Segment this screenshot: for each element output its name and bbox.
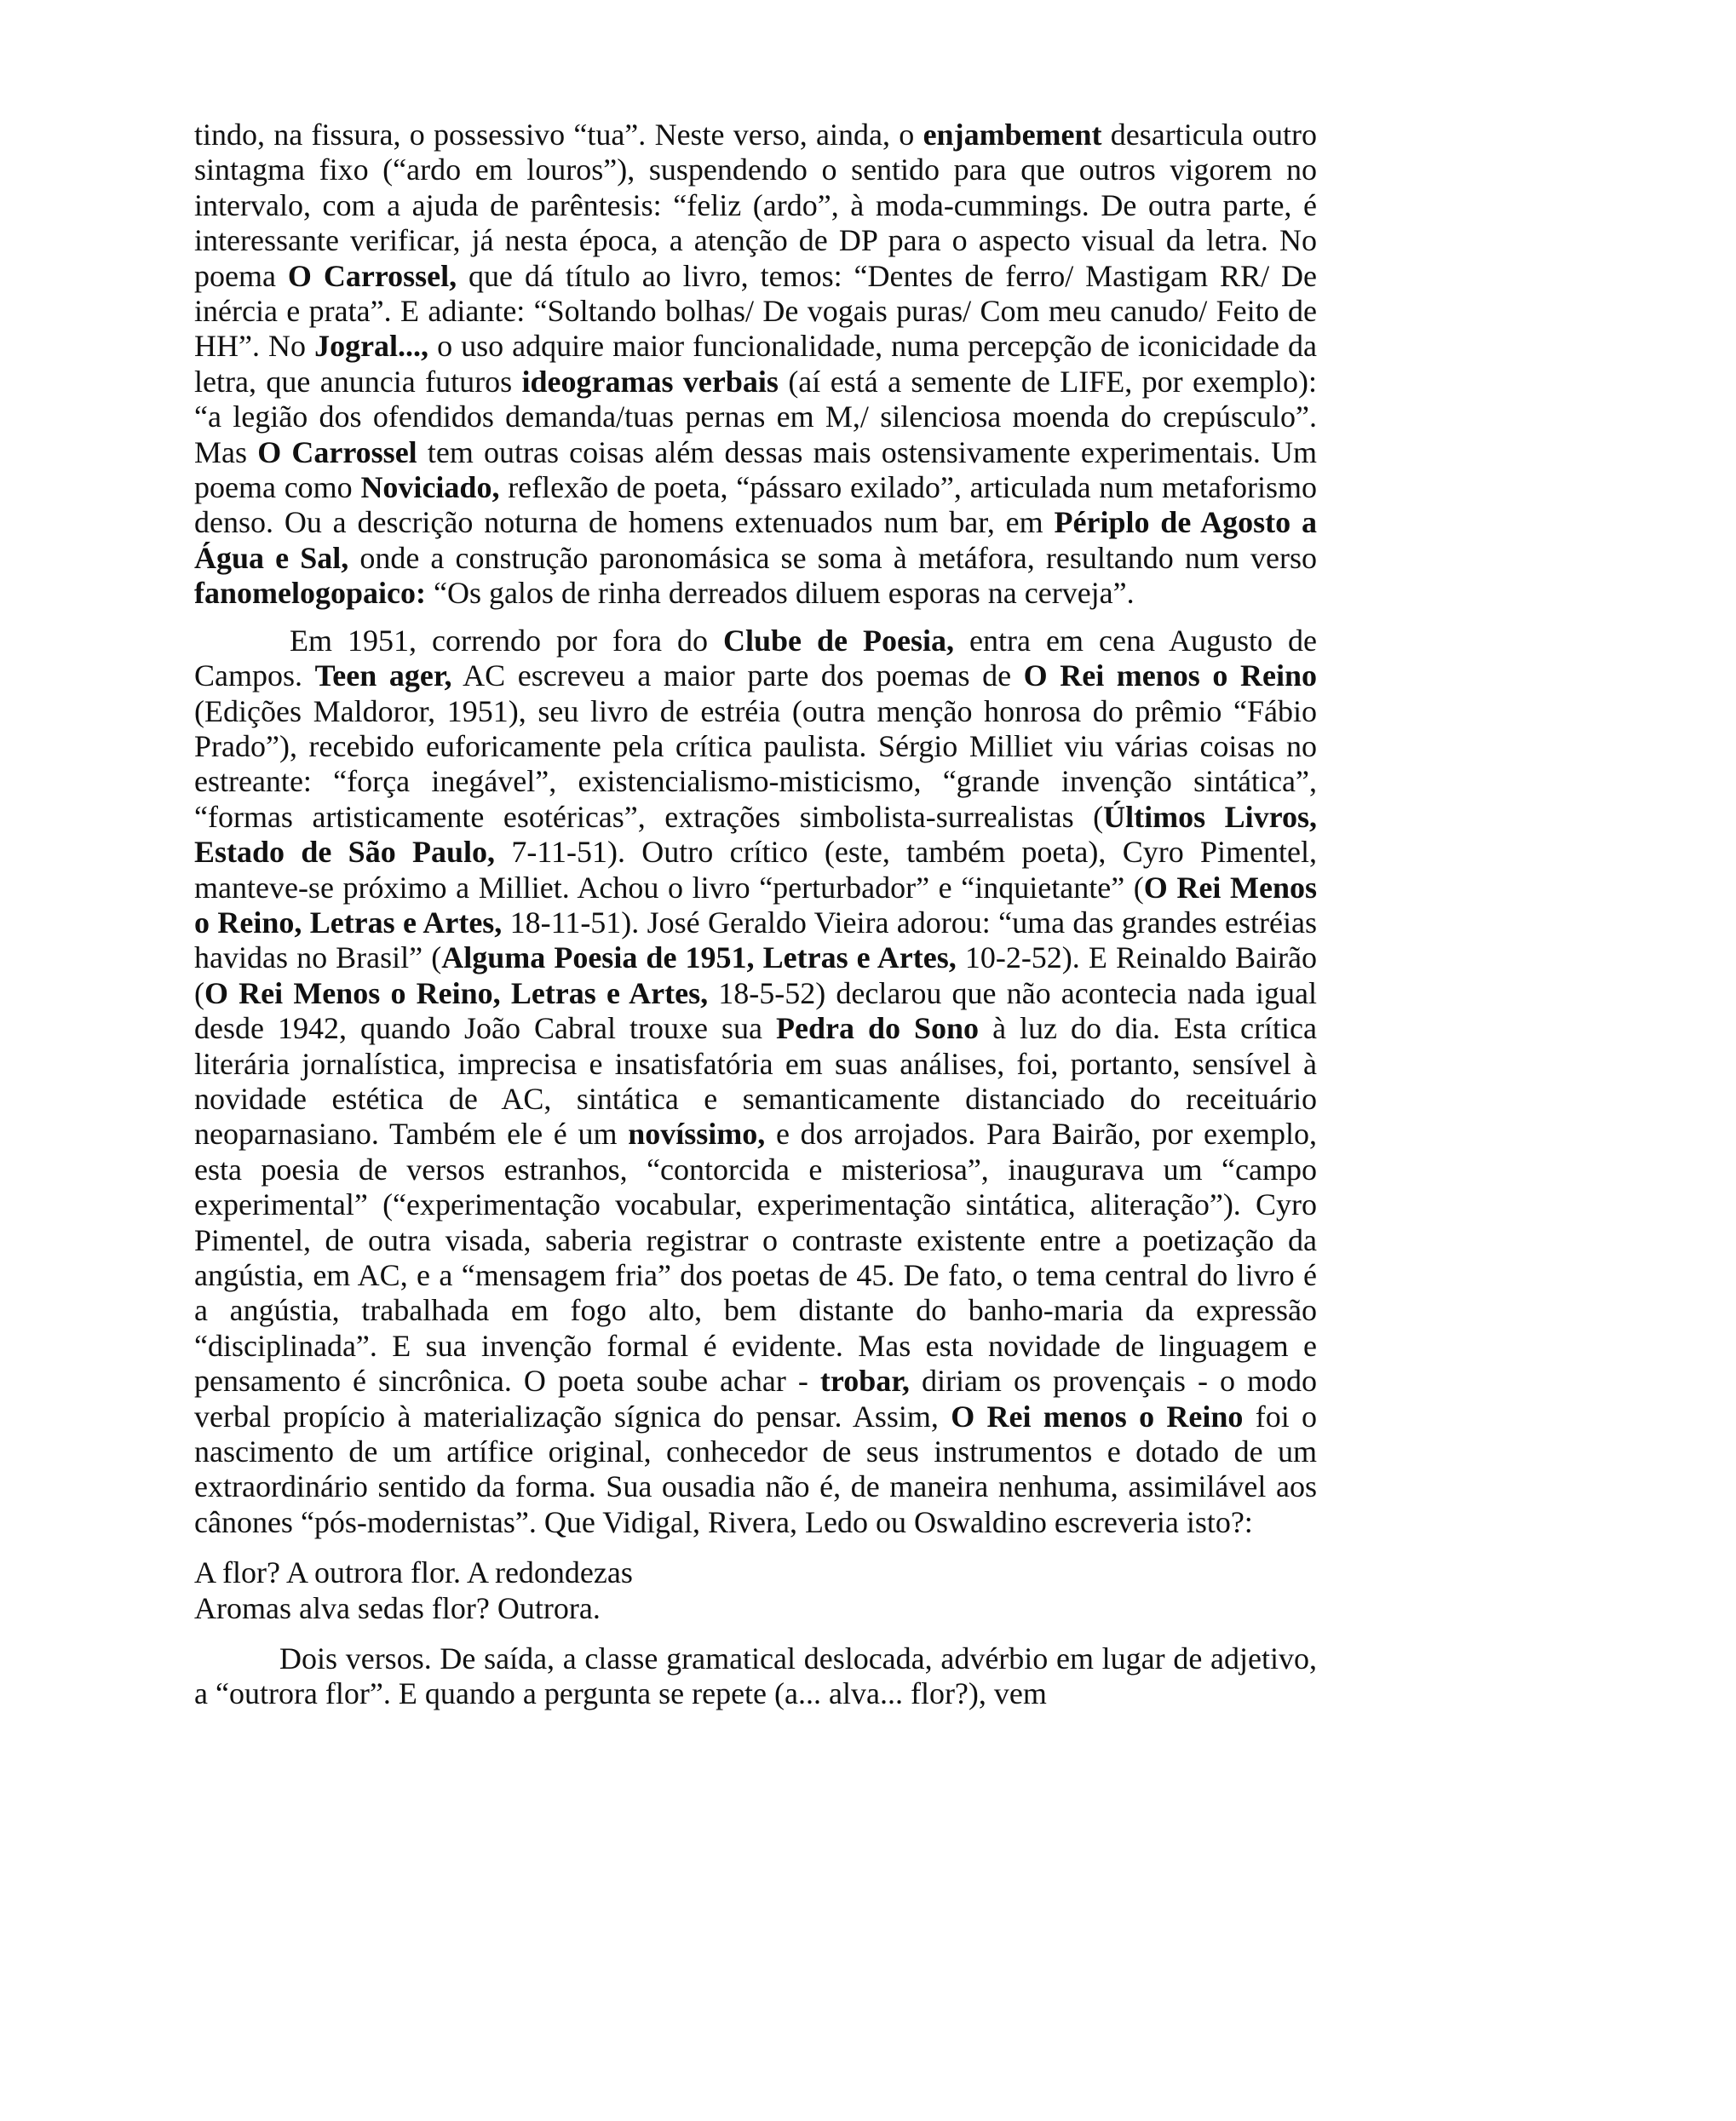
text-run: Dois versos. De saída, a classe gramatical deslocada, advérbio em lugar de adjetivo, a “outrora flor”. E quando a pergunta se repete (a... alva... flor?), vem	[194, 1641, 1317, 1711]
bold-term: fanomelogopaico:	[194, 576, 426, 611]
verse-line: A flor? A outrora flor. A redondezas	[194, 1555, 633, 1590]
text-run: “Os galos de rinha derreados diluem esporas na cerveja”.	[425, 576, 1135, 611]
bold-term: O Carrossel,	[287, 258, 457, 293]
bold-term: Noviciado,	[360, 470, 500, 505]
text-run: Em 1951, correndo por fora do	[290, 623, 723, 658]
text-run: AC escreveu a maior parte dos poemas de	[451, 658, 1024, 693]
bold-term: O Rei menos o Reino	[1023, 658, 1317, 693]
bold-term: ideogramas verbais	[521, 364, 779, 399]
text-run: 18-11-51). José Geraldo Vieira adorou: “uma das grandes estréias havidas no Brasil” (	[194, 905, 1317, 975]
bold-term: Périplo de Agosto a Água e Sal,	[194, 505, 1317, 575]
bold-term: Jogral...,	[314, 329, 429, 364]
text-run: tem outras coisas além dessas mais ostensivamente experimentais. Um poema como	[194, 434, 1317, 505]
text-run: entra em cena Augusto de Campos.	[194, 623, 1317, 693]
bold-term: enjambement	[923, 118, 1102, 152]
text-run: (Edições Maldoror, 1951), seu livro de estréia (outra menção honrosa do prêmio “Fábio Prado”), recebido euforicamente pela crítica paulista. Sérgio Milliet viu várias coisas no estreante: “força inegável”, existencialismo-misticismo, “grande invenção sintática”, “formas artisticamente esotéricas”, extrações simbolista-surrealistas (	[194, 693, 1317, 834]
bold-term: Últimos Livros, Estado de São Paulo,	[194, 799, 1317, 870]
bold-term: O Carrossel	[257, 434, 417, 469]
text-run: e dos arrojados. Para Bairão, por exemplo, esta poesia de versos estranhos, “contorcida e misteriosa”, inaugurava um “campo experimental” (“experimentação vocabular, experimentação sintática, aliteração”). Cyro Pimentel, de outra visada, saberia registrar o contraste existente entre a poetização da angústia, em AC, e a “mensagem fria” dos poetas de 45. De fato, o tema central do livro é a angústia, trabalhada em fogo alto, bem distante do banho-maria da expressão “disciplinada”. E sua invenção formal é evidente. Mas esta novidade de linguagem e pensamento é sincrônica. O poeta soube achar -	[194, 1117, 1318, 1399]
paragraph-dois-versos	[194, 1641, 1317, 1712]
text-run: o uso adquire maior funcionalidade, numa percepção de iconicidade da letra, que anuncia futuros	[194, 329, 1317, 399]
page-text	[194, 118, 1317, 1712]
paragraph-carrossel	[194, 118, 1317, 612]
text-run: desarticula outro sintagma fixo (“ardo em louros”), suspendendo o sentido para que outros vigorem no intervalo, com a ajuda de parêntesis: “feliz (ardo”, à moda-cummings. De outra parte, é interessante verificar, já nesta época, a atenção de DP para o aspecto visual da letra. No poema	[194, 118, 1317, 293]
text-run: 7-11-51). Outro crítico (este, também poeta), Cyro Pimentel, manteve-se próximo a Milliet. Achou o livro “perturbador” e “inquietante” (	[194, 835, 1317, 905]
bold-term: O Rei menos o Reino	[951, 1399, 1244, 1434]
text-run: diriam os provençais - o modo verbal propício à materialização sígnica do pensar. Assim,	[194, 1364, 1317, 1434]
bold-term: O Rei Menos o Reino, Letras e Artes,	[204, 975, 709, 1010]
text-run: foi o nascimento de um artífice original, conhecedor de seus instrumentos e dotado de um extraordinário sentido da forma. Sua ousadia não é, de maneira nenhuma, assimilável aos cânones “pós-modernistas”. Que Vidigal, Rivera, Ledo ou Oswaldino escreveria isto?:	[194, 1399, 1318, 1539]
verse-line: Aromas alva sedas flor? Outrora.	[194, 1590, 601, 1625]
text-run: que dá título ao livro, temos: “Dentes de ferro/ Mastigam RR/ De inércia e prata”. E adiante: “Soltando bolhas/ De vogais puras/ Com meu canudo/ Feito de HH”. No	[194, 258, 1317, 364]
text-run: onde a construção paronomásica se soma à metáfora, resultando num verso	[348, 540, 1317, 575]
bold-term: Clube de Poesia,	[722, 623, 955, 658]
bold-term: trobar,	[819, 1364, 910, 1399]
bold-term: O Rei Menos o Reino, Letras e Artes,	[194, 870, 1317, 940]
text-run: tindo, na fissura, o possessivo “tua”. Neste verso, ainda, o	[194, 118, 923, 152]
text-run: 10-2-52). E Reinaldo Bairão (	[194, 940, 1318, 1010]
quoted-verse	[194, 1555, 1317, 1626]
bold-term: novíssimo,	[628, 1117, 766, 1152]
paragraph-augusto-de-campos	[194, 624, 1317, 1541]
bold-term: Alguma Poesia de 1951, Letras e Artes,	[441, 940, 957, 975]
bold-term: Pedra do Sono	[775, 1011, 980, 1046]
text-run: (aí está a semente de LIFE, por exemplo): “a legião dos ofendidos demanda/tuas pernas em M,/ silenciosa moenda do crepúsculo”. Mas	[194, 364, 1317, 469]
text-run: à luz do dia. Esta crítica literária jornalística, imprecisa e insatisfatória em suas análises, foi, portanto, sensível à novidade estética de AC, sintática e semanticamente distanciado do receituário neoparnasiano. Também ele é um	[194, 1011, 1317, 1152]
bold-term: Teen ager,	[314, 658, 452, 693]
text-run: reflexão de poeta, “pássaro exilado”, articulada num metaforismo denso. Ou a descrição noturna de homens extenuados num bar, em	[194, 470, 1317, 540]
text-run: 18-5-52) declarou que não acontecia nada igual desde 1942, quando João Cabral trouxe sua	[194, 975, 1317, 1046]
